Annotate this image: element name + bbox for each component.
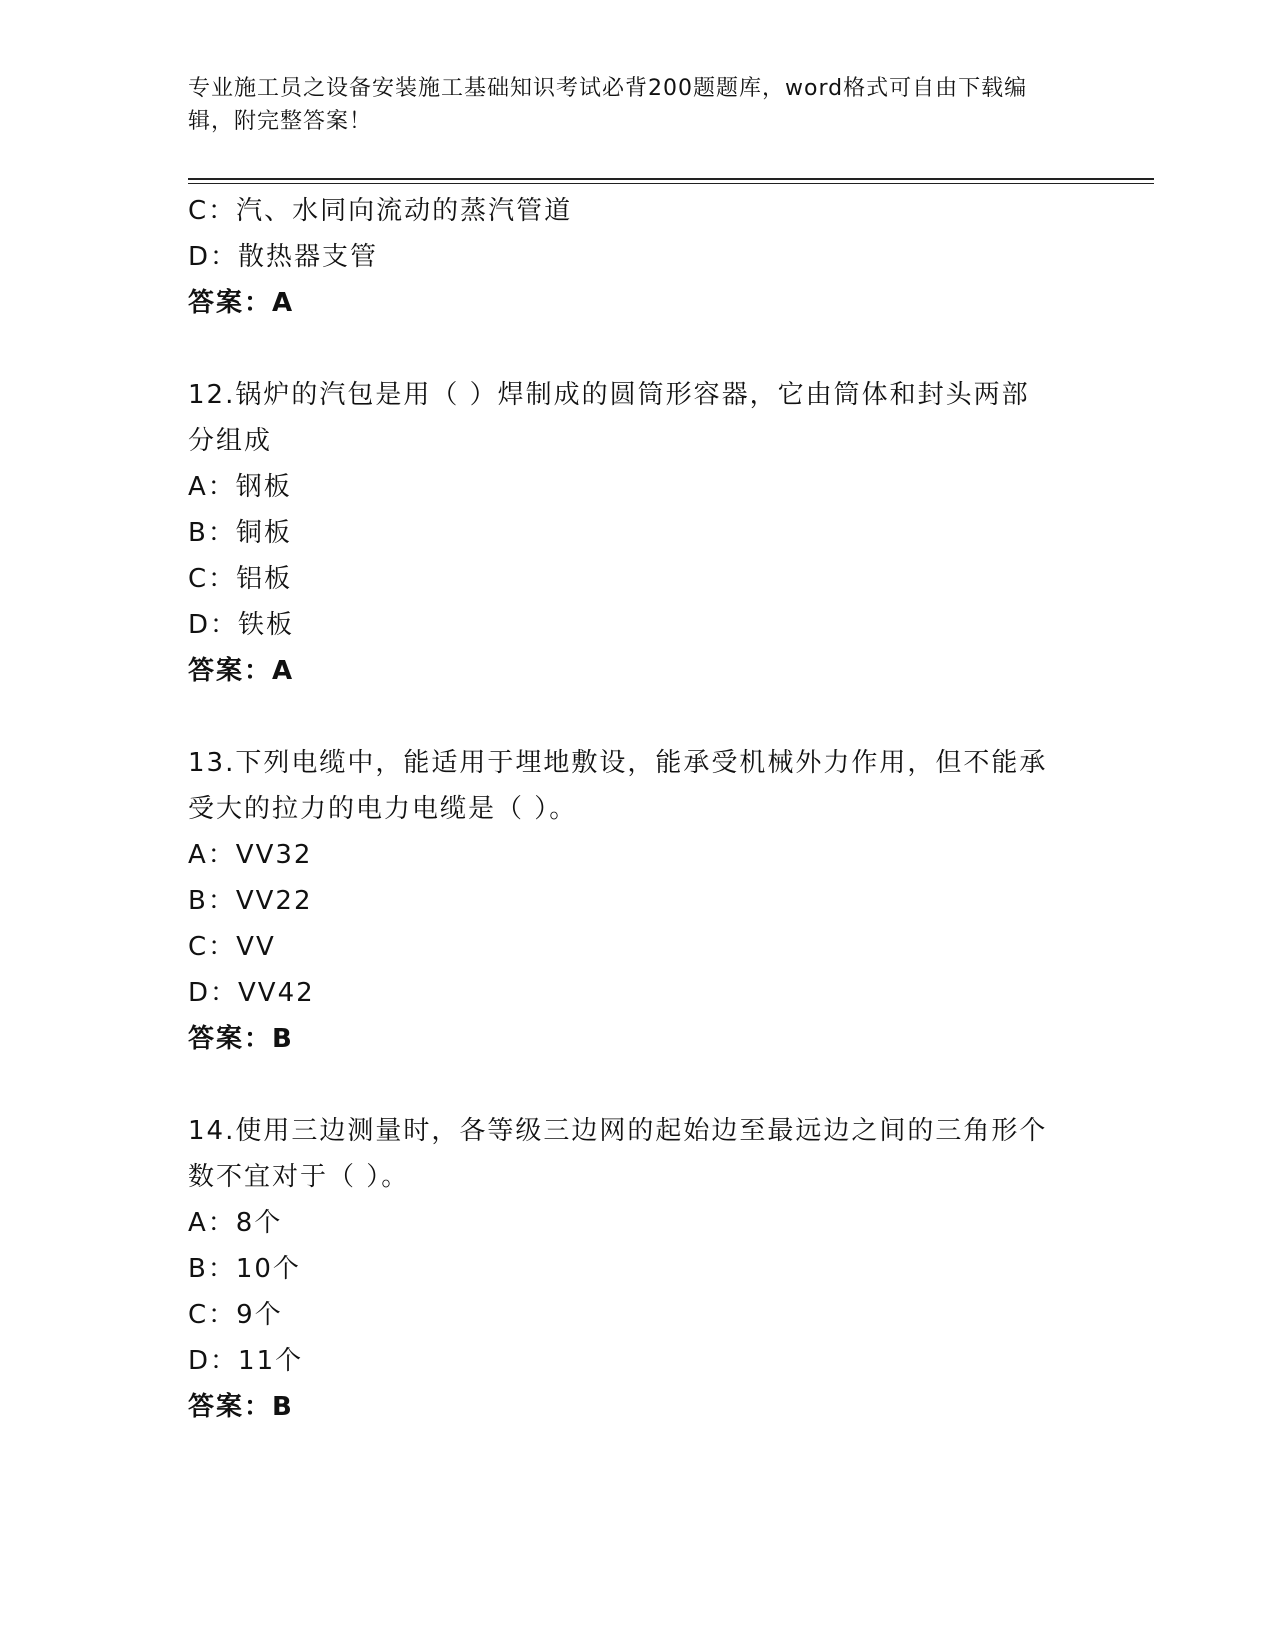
option-b: B：铜板 — [188, 518, 292, 548]
option-a: A：8个 — [188, 1208, 283, 1238]
question-stem-continued: 受大的拉力的电力电缆是（ ）。 — [188, 794, 578, 824]
option-a: A：钢板 — [188, 472, 292, 502]
header-divider-thin — [188, 183, 1154, 184]
question-stem-continued: 数不宜对于（ ）。 — [188, 1162, 410, 1192]
option-b: B：10个 — [188, 1254, 301, 1284]
question-stem: 12.锅炉的汽包是用（ ）焊制成的圆筒形容器，它由筒体和封头两部 — [188, 380, 1030, 410]
header-title: 专业施工员之设备安装施工基础知识考试必背200题题库，word格式可自由下载编辑，附完整答案！ — [188, 76, 1028, 134]
option-c: C：9个 — [188, 1300, 283, 1330]
answer-label: 答案：B — [188, 1392, 294, 1422]
answer-label: 答案：A — [188, 288, 295, 318]
option-c: C：VV — [188, 932, 276, 962]
option-c: C：汽、水同向流动的蒸汽管道 — [188, 196, 573, 226]
document-header — [188, 72, 1068, 138]
question-stem-continued: 分组成 — [188, 426, 273, 456]
option-d: D：铁板 — [188, 610, 295, 640]
question-list — [188, 188, 1088, 1430]
question-14 — [188, 1108, 1088, 1430]
option-d: D：11个 — [188, 1346, 304, 1376]
question-11-tail — [188, 188, 1088, 326]
question-13 — [188, 740, 1088, 1062]
header-divider-thick — [188, 178, 1154, 180]
option-b: B：VV22 — [188, 886, 313, 916]
option-d: D：散热器支管 — [188, 242, 379, 272]
answer-label: 答案：B — [188, 1024, 294, 1054]
question-stem: 14.使用三边测量时，各等级三边网的起始边至最远边之间的三角形个 — [188, 1116, 1048, 1146]
option-c: C：铝板 — [188, 564, 293, 594]
question-stem: 13.下列电缆中，能适用于埋地敷设，能承受机械外力作用，但不能承 — [188, 748, 1048, 778]
option-a: A：VV32 — [188, 840, 313, 870]
question-12 — [188, 372, 1088, 694]
option-d: D：VV42 — [188, 978, 315, 1008]
answer-label: 答案：A — [188, 656, 295, 686]
